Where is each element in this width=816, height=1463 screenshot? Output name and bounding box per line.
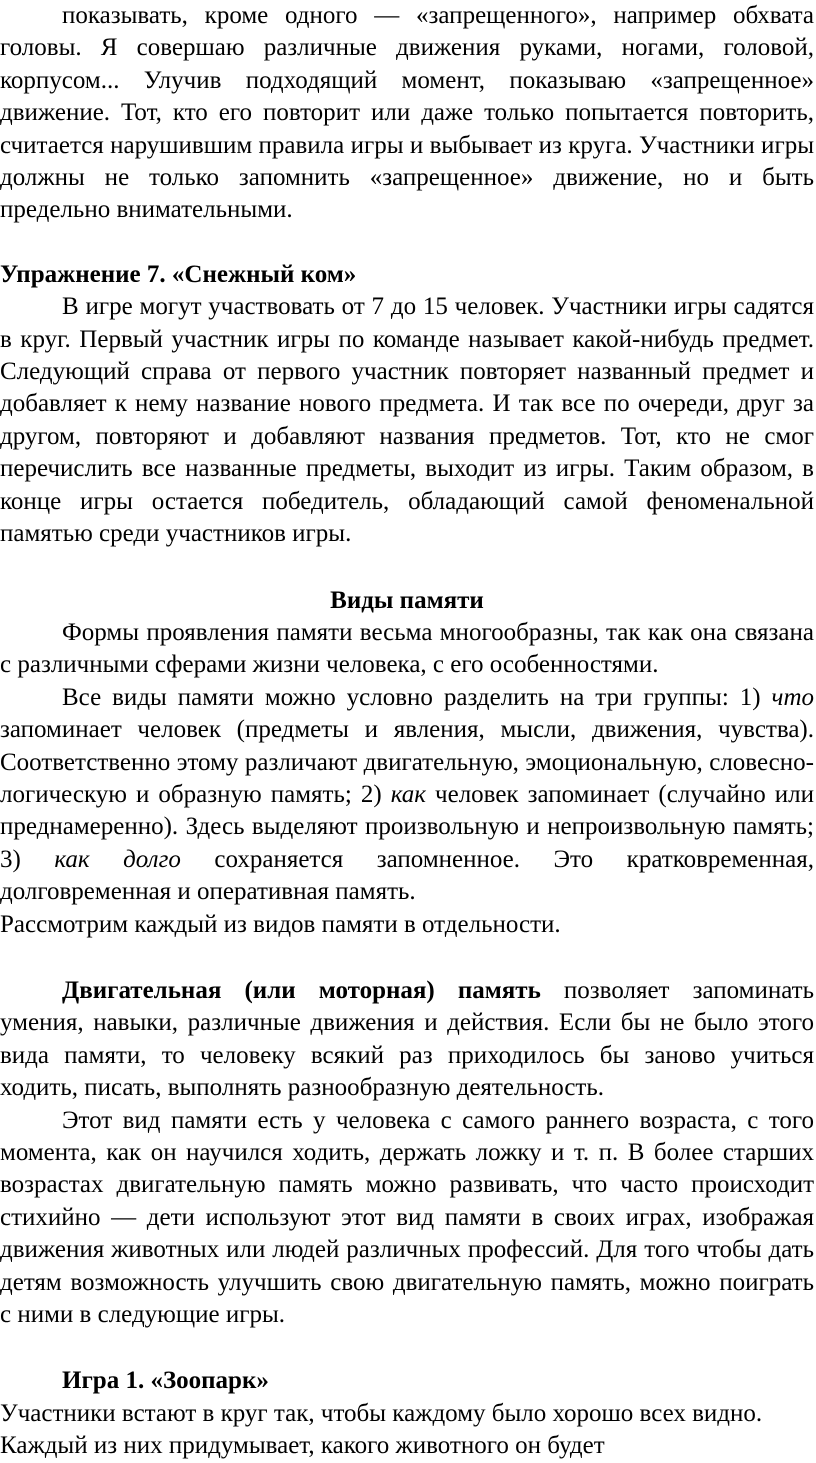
paragraph-motor-memory [0,975,814,1105]
spacer [0,551,814,585]
paragraph-memory-groups [0,682,814,909]
motor-memory-term: Двигательная (или моторная) память [62,976,541,1004]
motor-memory-definition: позволяет запоминать умения, навыки, различные движения и действия. Если бы не было этого вида памяти, то человеку всякий раз приходилось бы заново учиться ходить, писать, выполнять разнообразную деятельность. [0,976,814,1102]
paragraph-snowball: В игре могут участвовать от 7 до 15 человек. Участники игры садятся в круг. Первый участник игры по команде называет какой-нибудь предмет. Следующий справа от первого участник повторяет названный предмет и добавляет к нему название нового предмета. И так все по очереди, друг за другом, повторяют и добавляют названия предметов. Тот, кто не смог перечислить все названные предметы, выходит из игры. Таким образом, в конце игры остается победитель, обладающий самой феноменальной памятью среди участников игры. [0,293,814,548]
paragraph-memory-forms: Формы проявления памяти весьма многообразны, так как она связана с различными сферами жизни человека, с его особенностями. [0,618,814,679]
paragraph-motor-development: Этот вид памяти есть у человека с самого раннего возраста, с того момента, как он научился ходить, держать ложку и т. п. В более старших возрастах двигательную память можно развивать, что часто происходит стихийно — дети используют этот вид памяти в своих играх, изображая движения животных или людей различных профессий. Для того чтобы дать детям возможность улучшить свою двигательную память, можно поиграть с ними в следующие игры. [0,1106,814,1329]
paragraph-consider-each: Рассмотрим каждый из видов памяти в отдельности. [0,910,561,938]
groups-text-d: сохраняется запомненное. Это кратковременная, долговременная и оперативная память. [0,845,814,906]
groups-text-a: Все виды памяти можно условно разделить на три группы: 1) [62,683,772,711]
game-1-line-1: Участники встают в круг так, чтобы каждому было хорошо всех видно. [0,1399,763,1427]
spacer [0,1331,814,1365]
spacer [0,941,814,975]
groups-what: что [771,683,814,711]
groups-how: как [390,780,426,808]
exercise-7-title: Упражнение 7. «Снежный ком» [0,260,357,288]
spacer [0,227,814,259]
groups-how-long: как долго [54,845,181,873]
groups-text-b: запоминает человек (предметы и явления, мысли, движения, чувства). Соответственно этому различают двигательную, эмоциональную, словесно-логическую и образную память; 2) [0,716,814,808]
section-title-memory-types: Виды памяти [330,586,484,614]
game-1-title: Игра 1. «Зоопарк» [62,1367,269,1395]
paragraph-forbidden-movement: показывать, кроме одного — «запрещенного», например обхвата головы. Я совершаю различные движения руками, ногами, головой, корпусом... Улучив подходящий момент, показываю «запрещенное» движение. Тот, кто его повторит или даже только попытается повторить, считается нарушившим правила игры и выбывает из круга. Участники игры должны не только запомнить «запрещенное» движение, но и быть предельно внимательными. [0,2,814,224]
game-1-line-2: Каждый из них придумывает, какого животного он будет [0,1432,605,1460]
groups-text-c: человек запоминает (случайно или преднамеренно). Здесь выделяют произвольную и непроизвольную память; 3) [0,780,815,873]
